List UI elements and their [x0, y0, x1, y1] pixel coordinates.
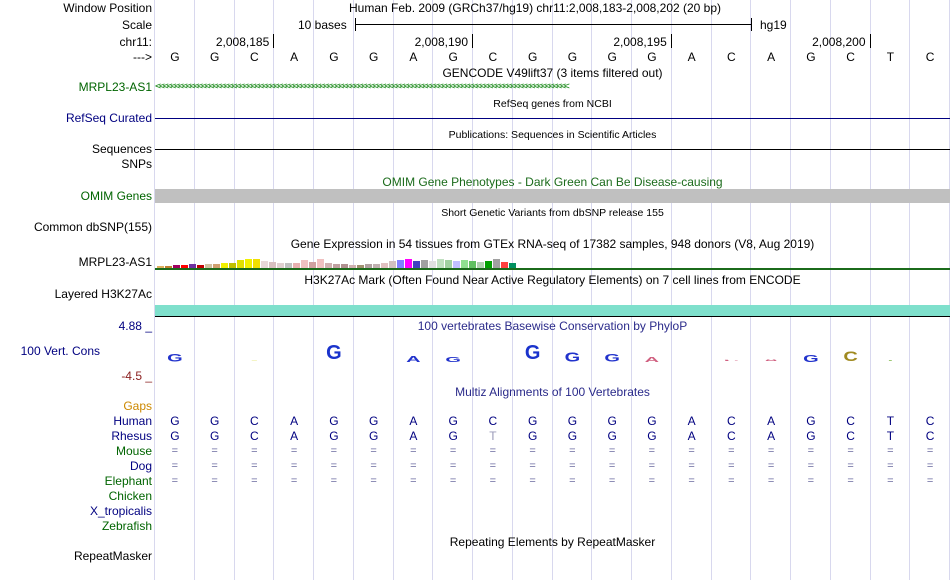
refseq-feature-line[interactable] — [155, 118, 950, 119]
aligned-base: = — [728, 460, 735, 472]
gtex-track-title[interactable]: Gene Expression in 54 tissues from GTEx RNA-seq of 17382 samples, 948 donors (V8, Aug 2019) — [290, 237, 815, 251]
aligned-base: = — [529, 460, 536, 472]
repeatmasker-track-label[interactable]: RepeatMasker — [73, 549, 152, 563]
aligned-base: G — [567, 429, 578, 443]
aligned-base: = — [529, 475, 536, 487]
dbsnp-track-title[interactable]: Short Genetic Variants from dbSNP release 155 — [441, 207, 664, 219]
scale-text: 10 bases — [298, 18, 347, 32]
aligned-base: = — [569, 475, 576, 487]
species-label[interactable]: Dog — [129, 459, 152, 473]
aligned-base: = — [887, 445, 894, 457]
aligned-base: G — [209, 414, 220, 428]
cons-logo-letter: G — [604, 352, 620, 365]
aligned-base: G — [448, 429, 458, 443]
scale-label: Scale — [121, 18, 152, 32]
aligned-base: = — [171, 460, 179, 472]
omim-feature-bar[interactable] — [155, 189, 950, 203]
gtex-tissue-bar[interactable] — [493, 259, 500, 268]
reference-base: A — [409, 50, 418, 64]
aligned-base: A — [409, 429, 418, 443]
chromosome-label: chr11: — [119, 35, 152, 49]
aligned-base: = — [251, 445, 258, 457]
aligned-base: G — [170, 414, 180, 428]
aligned-base: = — [926, 445, 934, 457]
aligned-base: = — [489, 475, 497, 487]
coordinate-tick — [273, 34, 274, 48]
gtex-tissue-bar[interactable] — [405, 259, 412, 268]
aligned-base: = — [688, 475, 695, 487]
aligned-base: = — [330, 460, 338, 472]
reference-base: G — [209, 50, 220, 64]
aligned-base: C — [488, 414, 498, 428]
gtex-tissue-bar[interactable] — [429, 261, 436, 268]
aligned-base: C — [250, 414, 259, 428]
aligned-base: G — [567, 414, 578, 428]
aligned-base: = — [370, 475, 377, 487]
gtex-tissue-bar[interactable] — [245, 259, 252, 268]
h3k27ac-track-title[interactable]: H3K27Ac Mark (Often Found Near Active Regulatory Elements) on 7 cell lines from ENCODE — [304, 273, 801, 287]
coordinate-tick-label: 2,008,185 — [215, 35, 270, 49]
species-label[interactable]: Elephant — [104, 474, 152, 488]
reference-base: G — [170, 50, 180, 64]
aligned-base: = — [807, 475, 815, 487]
aligned-base: = — [688, 445, 695, 457]
aligned-base: = — [211, 460, 218, 472]
reference-base: C — [488, 50, 498, 64]
refseq-track-label[interactable]: RefSeq Curated — [65, 111, 152, 125]
cons-logo-letter: G — [445, 356, 461, 364]
cons-min-label: -4.5 _ — [121, 369, 152, 383]
snps-track-label[interactable]: SNPs — [121, 157, 152, 171]
gencode-strand-arrows: <<<<<<<<<<<<<<<<<<<<<<<<<<<<<<<<<<<<<<<<<<<<<<<<<<<<<<<<<<<<<<<<<<<<<<<<<<<<<<<<<<<<<<<<<<<<<<<<<<<<<<<<<<<< — [155, 81, 568, 92]
repeatmasker-track-title[interactable]: Repeating Elements by RepeatMasker — [449, 535, 656, 549]
reference-base: C — [727, 50, 736, 64]
aligned-base: = — [728, 475, 735, 487]
aligned-base: A — [409, 414, 418, 428]
gtex-tissue-bar[interactable] — [253, 259, 260, 268]
aligned-base: A — [767, 414, 776, 428]
aligned-base: C — [727, 429, 736, 443]
aligned-base: = — [767, 445, 775, 457]
gtex-tissue-bar[interactable] — [301, 260, 308, 268]
coordinate-tick — [472, 34, 473, 48]
aligned-base: A — [290, 429, 299, 443]
aligned-base: = — [251, 475, 258, 487]
h3k27ac-track-label[interactable]: Layered H3K27Ac — [54, 287, 152, 301]
aligned-base: T — [886, 414, 895, 428]
aligned-base: = — [171, 445, 179, 457]
aligned-base: = — [290, 445, 298, 457]
reference-base: C — [250, 50, 259, 64]
omim-track-title[interactable]: OMIM Gene Phenotypes - Dark Green Can Be Disease-causing — [382, 175, 723, 189]
gtex-tissue-bar[interactable] — [413, 261, 420, 268]
aligned-base: = — [728, 445, 735, 457]
reference-base: A — [767, 50, 776, 64]
aligned-base: = — [648, 460, 656, 472]
aligned-base: T — [886, 429, 895, 443]
aligned-base: = — [489, 445, 497, 457]
publications-track-title[interactable]: Publications: Sequences in Scientific Articles — [448, 129, 657, 141]
publications-track-label[interactable]: Sequences — [91, 142, 152, 156]
aligned-base: = — [290, 475, 298, 487]
aligned-base: C — [846, 414, 855, 428]
species-label[interactable]: Human — [113, 414, 152, 428]
aligned-base: = — [410, 445, 417, 457]
coordinate-tick — [870, 34, 871, 48]
reference-base: G — [368, 50, 379, 64]
gtex-expression-bars[interactable] — [157, 251, 517, 268]
aligned-base: = — [847, 475, 854, 487]
h3k27ac-signal-fill[interactable] — [155, 305, 950, 317]
aligned-base: G — [527, 414, 538, 428]
aligned-base: = — [648, 445, 656, 457]
aligned-base: A — [767, 429, 776, 443]
aligned-base: = — [529, 445, 536, 457]
coordinate-tick-label: 2,008,190 — [414, 35, 468, 49]
aligned-base: = — [410, 460, 417, 472]
cons-track-label[interactable]: 100 Vert. Cons — [20, 344, 100, 358]
gtex-tissue-bar[interactable] — [317, 259, 324, 268]
aligned-base: C — [846, 429, 855, 443]
aligned-base: G — [527, 429, 538, 443]
gtex-baseline — [155, 268, 950, 270]
refseq-track-title[interactable]: RefSeq genes from NCBI — [493, 98, 612, 110]
aligned-base: = — [887, 475, 894, 487]
aligned-base: T — [489, 429, 497, 443]
aligned-base: = — [449, 445, 457, 457]
aligned-base: = — [410, 475, 417, 487]
gencode-feature[interactable] — [155, 80, 950, 94]
aligned-base: = — [211, 445, 218, 457]
aligned-base: C — [250, 429, 259, 443]
aligned-base: G — [607, 429, 617, 443]
aligned-base: G — [647, 429, 657, 443]
cons-logo-letter: A — [406, 355, 421, 365]
aligned-base: = — [370, 460, 377, 472]
cons-logo-letter — [872, 360, 908, 361]
aligned-base: = — [370, 445, 377, 457]
cons-logo-letter: G — [524, 342, 541, 364]
cons-max-label: 4.88 _ — [118, 319, 152, 333]
reference-base: C — [846, 50, 855, 64]
aligned-base: G — [448, 414, 458, 428]
aligned-base: = — [926, 475, 934, 487]
gtex-tissue-bar[interactable] — [389, 261, 396, 268]
scale-bar-left-tick — [355, 18, 356, 31]
aligned-base: C — [925, 429, 935, 443]
gtex-tissue-bar[interactable] — [261, 261, 268, 268]
aligned-base: G — [209, 429, 220, 443]
aligned-base: = — [330, 475, 338, 487]
cons-track-title[interactable]: 100 vertebrates Basewise Conservation by PhyloP — [417, 319, 688, 333]
reference-base: G — [329, 50, 339, 64]
multiz-track-title[interactable]: Multiz Alignments of 100 Vertebrates — [455, 385, 650, 399]
scale-bar-right-tick — [751, 18, 752, 31]
cons-logo-letter — [236, 360, 272, 361]
aligned-base: = — [290, 460, 298, 472]
cons-logo-letter: C — [843, 349, 858, 365]
aligned-base: = — [569, 445, 576, 457]
aligned-base: C — [925, 414, 935, 428]
aligned-base: = — [211, 475, 218, 487]
omim-track-label[interactable]: OMIM Genes — [80, 189, 152, 203]
aligned-base: = — [449, 475, 457, 487]
aligned-base: G — [329, 414, 339, 428]
aligned-base: G — [607, 414, 617, 428]
reference-base: T — [886, 50, 895, 64]
window-position-label: Window Position — [63, 1, 152, 15]
aligned-base: G — [806, 414, 816, 428]
aligned-base: = — [887, 460, 894, 472]
species-label[interactable]: Chicken — [108, 489, 152, 503]
gtex-tissue-bar[interactable] — [445, 260, 452, 268]
aligned-base: = — [449, 460, 457, 472]
gtex-tissue-bar[interactable] — [485, 261, 492, 268]
aligned-base: G — [647, 414, 657, 428]
aligned-base: A — [290, 414, 299, 428]
aligned-base: = — [251, 460, 258, 472]
cons-logo-letter: G — [167, 352, 183, 365]
gencode-item-label[interactable]: MRPL23-AS1 — [78, 80, 152, 94]
cons-logo-letter: G — [564, 350, 581, 365]
aligned-base: = — [847, 445, 854, 457]
species-label[interactable]: Zebrafish — [101, 519, 152, 533]
strand-arrow-label: ---> — [133, 50, 152, 64]
reference-base: G — [607, 50, 617, 64]
aligned-base: G — [368, 429, 379, 443]
gtex-tissue-bar[interactable] — [461, 260, 468, 268]
aligned-base: = — [767, 460, 775, 472]
cons-logo-letter: A — [644, 356, 660, 364]
aligned-base: = — [926, 460, 934, 472]
aligned-base: G — [170, 429, 180, 443]
cons-logo-letter: G — [326, 342, 342, 364]
aligned-base: A — [687, 429, 696, 443]
gtex-tissue-bar[interactable] — [397, 260, 404, 268]
reference-base: G — [806, 50, 816, 64]
aligned-base: = — [330, 445, 338, 457]
aligned-base: = — [648, 475, 656, 487]
reference-base: G — [527, 50, 538, 64]
aligned-base: C — [727, 414, 736, 428]
coordinate-tick-label: 2,008,195 — [613, 35, 667, 49]
cons-logo-letter — [753, 360, 789, 362]
aligned-base: = — [171, 475, 179, 487]
aligned-base: = — [807, 445, 815, 457]
gtex-tissue-bar[interactable] — [421, 260, 428, 268]
species-label[interactable]: Mouse — [115, 444, 152, 458]
aligned-base: G — [806, 429, 816, 443]
gtex-tissue-bar[interactable] — [453, 261, 460, 268]
aligned-base: = — [608, 475, 616, 487]
gtex-tissue-bar[interactable] — [469, 261, 476, 268]
assembly-label: hg19 — [760, 18, 787, 32]
reference-base: G — [448, 50, 458, 64]
dbsnp-track-label[interactable]: Common dbSNP(155) — [33, 220, 152, 234]
reference-base: G — [647, 50, 657, 64]
aligned-base: = — [608, 460, 616, 472]
gtex-tissue-bar[interactable] — [237, 260, 244, 268]
reference-base: C — [925, 50, 935, 64]
publications-feature-line[interactable] — [155, 149, 950, 150]
cons-logo-letter — [713, 360, 749, 361]
reference-base: A — [290, 50, 299, 64]
aligned-base: = — [608, 445, 616, 457]
gtex-tissue-bar[interactable] — [437, 259, 444, 268]
gaps-label[interactable]: Gaps — [123, 399, 152, 413]
reference-base: G — [567, 50, 578, 64]
coordinate-tick — [671, 34, 672, 48]
species-label[interactable]: Rhesus — [111, 429, 152, 443]
scale-bar — [355, 24, 751, 25]
aligned-base: = — [489, 460, 497, 472]
cons-logo-letter: G — [803, 353, 819, 365]
species-label[interactable]: X_tropicalis — [89, 504, 152, 518]
aligned-base: = — [847, 460, 854, 472]
aligned-base: = — [767, 475, 775, 487]
gtex-track-label[interactable]: MRPL23-AS1 — [78, 255, 152, 269]
aligned-base: = — [688, 460, 695, 472]
aligned-base: G — [368, 414, 379, 428]
reference-base: A — [687, 50, 696, 64]
aligned-base: G — [329, 429, 339, 443]
gencode-track-title[interactable]: GENCODE V49lift37 (3 items filtered out) — [442, 66, 663, 80]
aligned-base: = — [807, 460, 815, 472]
coordinate-tick-label: 2,008,200 — [812, 35, 866, 49]
aligned-base: A — [687, 414, 696, 428]
aligned-base: = — [569, 460, 576, 472]
window-position-text: Human Feb. 2009 (GRCh37/hg19) chr11:2,008,183-2,008,202 (20 bp) — [349, 1, 722, 15]
